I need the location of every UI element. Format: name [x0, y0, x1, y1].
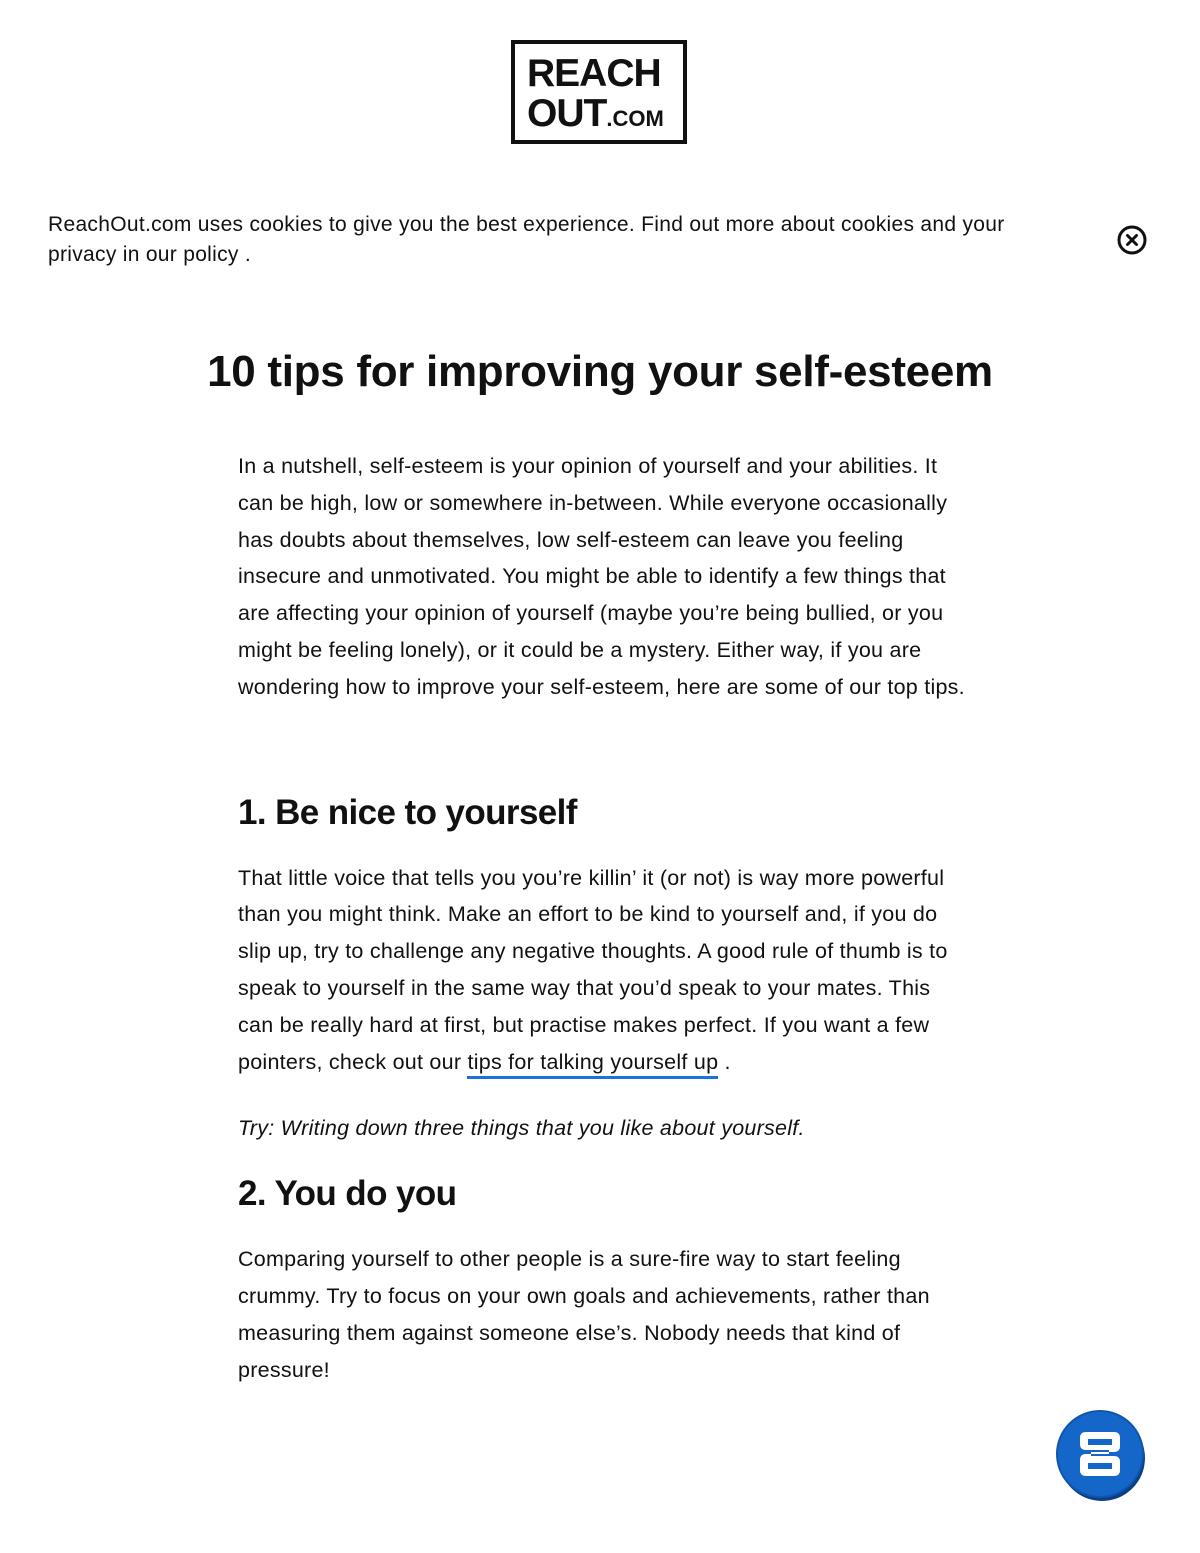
- logo-line-2: [527, 94, 683, 139]
- tips-talking-yourself-up-link[interactable]: tips for talking yourself up: [467, 1050, 718, 1079]
- cookie-message: ReachOut.com uses cookies to give you the best experience. Find out more about cookies and your privacy in our: [48, 213, 1005, 266]
- section-heading-1: 1. Be nice to yourself: [238, 792, 577, 832]
- page-title: 10 tips for improving your self-esteem: [207, 347, 993, 396]
- chat-button[interactable]: [1055, 1408, 1145, 1502]
- cookie-banner: [0, 208, 1200, 278]
- close-circle-icon: [1117, 225, 1147, 255]
- cookie-text: [48, 210, 1058, 270]
- chat-icon: [1055, 1408, 1145, 1502]
- cookie-close-button[interactable]: [1117, 225, 1147, 255]
- section-1-try: Try: Writing down three things that you like about yourself.: [238, 1116, 805, 1141]
- logo[interactable]: [511, 40, 687, 144]
- section-1-text: That little voice that tells you you’re killin’ it (or not) is way more powerful than you might think. Make an effort to be kind to yourself and, if you do slip up, try to challenge any negative thoughts. A good rule of thumb is to speak to yourself in the same way that you’d speak to your mates. This can be really hard at first, but practise makes perfect. If you want a few pointers, check out our: [238, 865, 948, 1074]
- logo-out: OUT: [527, 92, 607, 135]
- logo-suffix: .COM: [606, 106, 664, 131]
- logo-box: [511, 40, 687, 144]
- section-heading-2: 2. You do you: [238, 1174, 457, 1214]
- section-2-paragraph: Comparing yourself to other people is a sure-fire way to start feeling crummy. Try to focus on your own goals and achievements, rather than measuring them against someone else’s. Nobody needs that kind of pressure!: [238, 1247, 930, 1382]
- section-1-end-punct: .: [718, 1049, 731, 1074]
- intro-paragraph: In a nutshell, self-esteem is your opinion of yourself and your abilities. It can be high, low or somewhere in-between. While everyone occasionally has doubts about themselves, low self-esteem can leave you feeling insecure and unmotivated. You might be able to identify a few things that are affecting your opinion of yourself (maybe you’re being bullied, or you might be feeling lonely), or it could be a mystery. Either way, if you are wondering how to improve your self-esteem, here are some of our top tips.: [238, 454, 965, 699]
- cookie-end-punct: .: [238, 243, 251, 266]
- logo-line-1: REACH: [527, 52, 661, 95]
- section-1-paragraph: [238, 860, 968, 1081]
- article-body: [238, 448, 968, 1388]
- cookie-policy-link[interactable]: policy: [183, 243, 239, 266]
